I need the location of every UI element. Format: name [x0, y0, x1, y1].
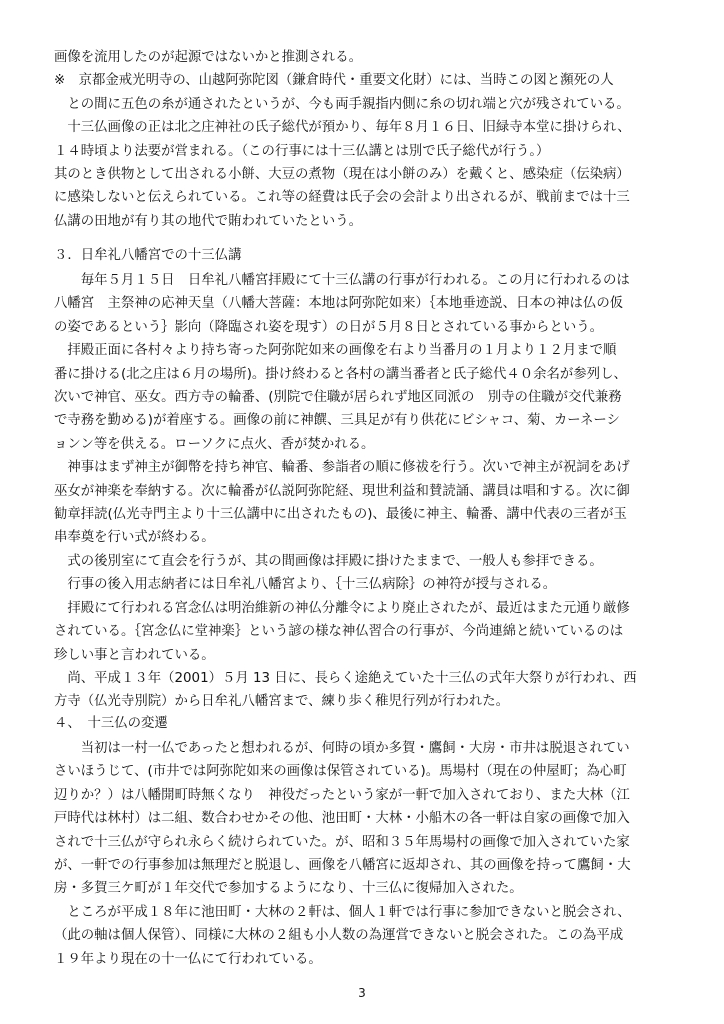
text-line: （此の軸は個人保管）、同様に大林の２組も小人数の為運営できないと脱会された。この為平成 [54, 928, 624, 944]
text-line: 巫女が神楽を奉納する。次に輪番が仏説阿弥陀経、現世利益和賛読誦、講員は唱和する。次に御 [54, 483, 630, 499]
section-4-body [54, 737, 679, 971]
text-line: との間に五色の糸が通されたというが、今も両手親指内側に糸の切れ端と穴が残されている。 [54, 96, 630, 112]
text-line: 拝殿正面に各村々より持ち寄った阿弥陀如来の画像を右より当番月の１月より１２月まで順 [54, 343, 617, 359]
section-3-heading: ３．日牟礼八幡宮での十三仏講 [54, 248, 242, 263]
text-line: ところが平成１８年に池田町・大林の２軒は、個人１軒では行事に参加できないと脱会され、 [54, 904, 631, 920]
text-line: 串奉奠を行い式が終わる。 [54, 530, 215, 546]
text-line: の姿であるという｝影向（降臨され姿を現す）の日が５月８日とされている事からという。 [54, 319, 604, 335]
text-line: 勧章拝読(仏光寺門主より十三仏講中に出されたもの)、最後に神主、輪番、講中代表の三者が玉 [54, 507, 627, 523]
text-line: 珍しい事と言われている。 [54, 647, 215, 663]
text-line: 尚、平成１３年（2001）５月 13 日に、長らく途絶えていた十三仏の式年大祭りが行われ、西 [54, 670, 637, 686]
page-number: 3 [358, 986, 366, 1000]
text-line: ョンン等を供える。ローソクに点火、香が焚かれる。 [54, 436, 375, 452]
text-line: 神事はまず神主が御幣を持ち神官、輪番、参詣者の順に修祓を行う。次いで神主が祝詞をあげ [54, 460, 630, 476]
text-line: されで十三仏が守られ永らく続けられていた。が、昭和３５年馬場村の画像で加入されていた家 [54, 834, 630, 850]
text-line: 次いで神官、巫女。西方寺の輪番、(別院で住職が居られず地区同派の 別寺の住職が交代兼務 [54, 390, 622, 406]
text-line: 拝殿にて行われる宮念仏は明治維新の神仏分離令により廃止されたが、最近はまた元通り厳修 [54, 600, 630, 616]
text-line: 画像を流用したのが起源ではないかと推測される。 [54, 50, 362, 65]
text-line: 八幡宮 主祭神の応神天皇（八幡大菩薩：本地は阿弥陀如来）｛本地垂迹説、日本の神は仏の仮 [54, 296, 624, 312]
text-line: で寺務を勤める)が着座する。画像の前に神饌、三具足が有り供花にビシャコ、菊、カーネーシ [54, 413, 620, 429]
text-line: １９年より現在の十一仏にて行われている。 [54, 951, 322, 967]
intro-paragraphs [54, 46, 679, 233]
section-4-heading: ４、 十三仏の変遷 [54, 716, 168, 731]
text-line: に感染しないと伝えられている。これ等の経費は氏子会の会計より出されるが、戦前までは十三 [54, 190, 630, 206]
text-line: 戸時代は林村）は二組、数合わせかその他、池田町・大林・小船木の各一軒は自家の画像で加入 [54, 811, 630, 827]
text-line: 式の後別室にて直会を行うが、其の間画像は拝殿に掛けたままで、一般人も参拝できる。 [54, 553, 603, 569]
text-line: が、一軒での行事参加は無理だと脱退し、画像を八幡宮に返却され、其の画像を持って鷹飼・大 [54, 858, 631, 874]
text-line: 当初は一村一仏であったと想われるが、何時の頃か多賀・鷹飼・大房・市井は脱退されてい [54, 741, 630, 756]
text-line: 房・多賀三ケ町が１年交代で参加するようになり、十三仏に復帰加入された。 [54, 881, 523, 897]
text-line: 行事の後入用志納者には日牟礼八幡宮より、｛十三仏病除｝の神符が授与される。 [54, 577, 557, 593]
text-line: １４時頃より法要が営まれる。（この行事には十三仏講とは別で氏子総代が行う。） [54, 143, 550, 159]
text-line: されている。｛宮念仏に堂神楽｝という諺の様な神仏習合の行事が、今尚連綿と続いているのは [54, 624, 624, 640]
text-line: 方寺（仏光寺別院）から日牟礼八幡宮まで、練り歩く稚児行列が行われた。 [54, 694, 510, 710]
text-line: 辺りか？）は八幡開町時無くなり 神役だったという家が一軒で加入されており、また大林（江 [54, 787, 630, 803]
section-3-body [54, 269, 679, 714]
text-line: ※ 京都金戒光明寺の、山越阿弥陀図（鎌倉時代・重要文化財）には、当時この図と瀕死の人 [54, 73, 614, 89]
text-line: 十三仏画像の正は北之庄神社の氏子総代が預かり、毎年８月１６日、旧緑寺本堂に掛けられ、 [54, 120, 631, 136]
text-line: さいほうじて、(市井では阿弥陀如来の画像は保管されている)。馬場村（現在の仲屋町；為心町 [54, 764, 627, 780]
text-line: 仏講の田地が有り其の地代で賄われていたという。 [54, 213, 362, 229]
text-line: 其のとき供物として出される小餅、大豆の煮物（現在は小餅のみ）を戴くと、感染症（伝染病） [54, 167, 630, 183]
text-line: 番に掛ける(北之庄は６月の場所)。掛け終わると各村の講当番者と氏子総代４０余名が参列し、 [54, 366, 627, 382]
text-line: 毎年５月１５日 日牟礼八幡宮拝殿にて十三仏講の行事が行われる。この月に行われるのは [54, 273, 630, 288]
